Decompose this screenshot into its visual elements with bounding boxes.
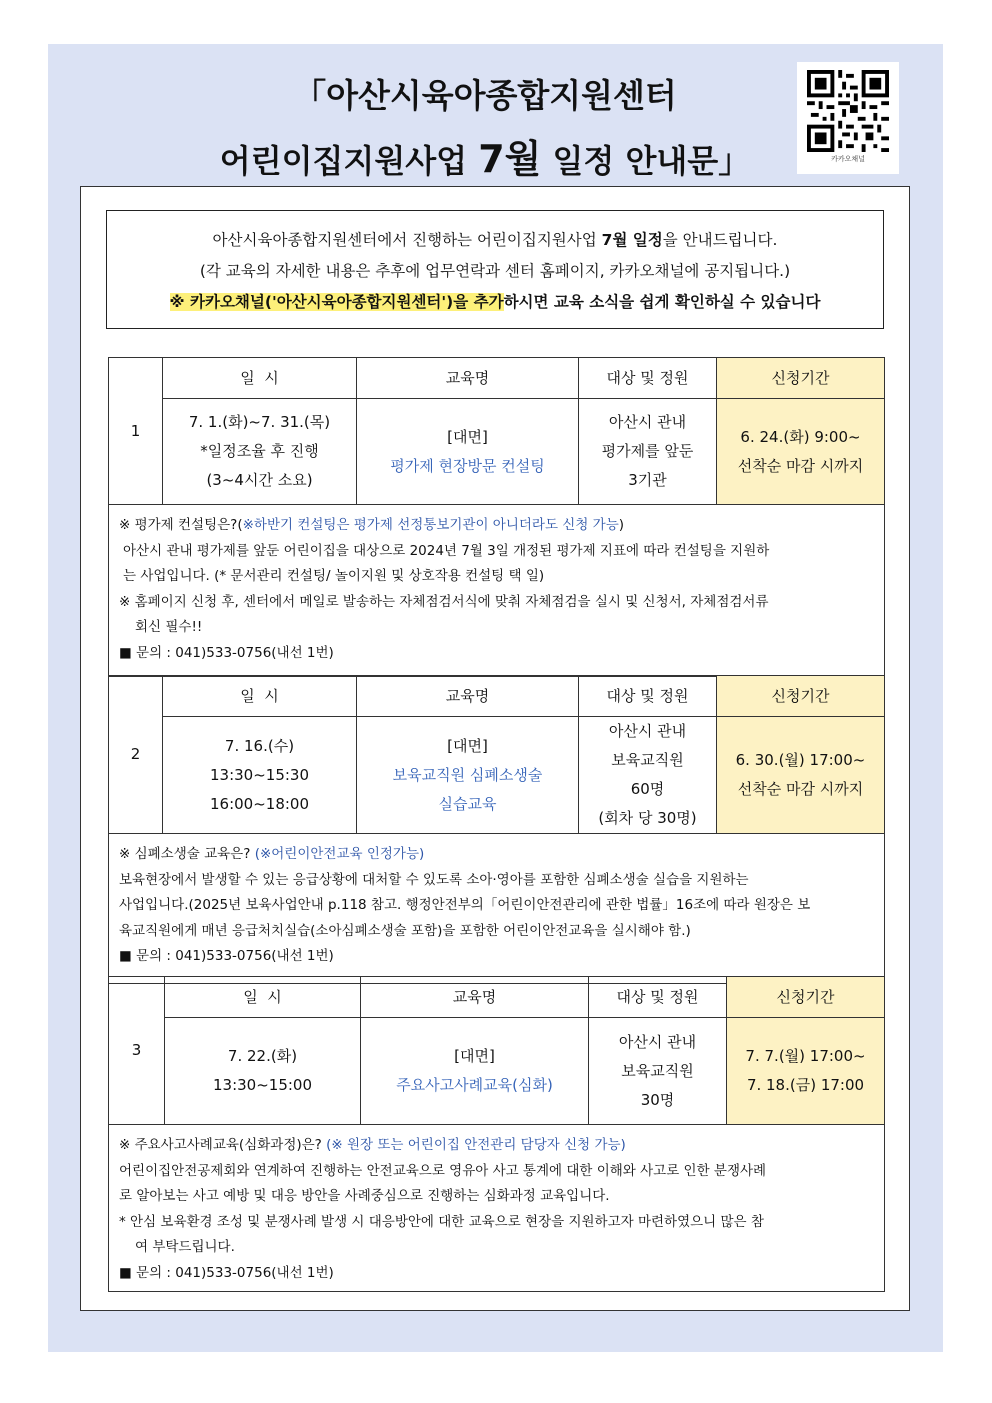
program-course — [361, 1018, 589, 1125]
target-line: 아산시 관내 — [608, 413, 687, 431]
program-date — [165, 1018, 361, 1125]
contact-info: ■ 문의 : 041)533-0756(내선 1번) — [119, 948, 334, 964]
column-apply: 신청기간 — [727, 977, 885, 1018]
note-text: ) — [618, 517, 625, 533]
note-text: ※ 주요사고사례교육(심화과정)은? — [119, 1137, 327, 1153]
program-date — [163, 399, 357, 505]
program-target — [579, 399, 717, 505]
target-line: 보육교직원 — [621, 1061, 694, 1080]
note-line — [119, 842, 874, 868]
qr-caption: 카카오채널 — [831, 155, 865, 163]
note-text: ※ 심폐소생술 교육은? — [119, 846, 255, 862]
note-line: ※ 홈페이지 신청 후, 센터에서 메일로 발송하는 자체점검서식에 맞춰 자체점검을 실시 및 신청서, 자체점검서류 — [119, 593, 769, 610]
column-target: 대상 및 정원 — [579, 358, 717, 399]
column-course: 교육명 — [357, 676, 579, 717]
program-course — [357, 717, 579, 834]
course-type: [대면] — [447, 427, 488, 446]
note-line: 로 알아보는 사고 예방 및 대응 방안을 사례중심으로 진행하는 심화과정 교육입니다. — [119, 1188, 610, 1204]
intro-text: 아산시육아종합지원센터에서 진행하는 어린이집지원사업 — [212, 231, 602, 249]
date-line: 7. 1.(화)~7. 31.(목) — [188, 413, 331, 431]
program-course — [357, 399, 579, 505]
note-line: 회신 필수!! — [135, 619, 203, 635]
target-line: 60명 — [630, 780, 665, 798]
program-date — [163, 717, 357, 834]
course-type: [대면] — [447, 736, 488, 755]
target-line: 아산시 관내 — [618, 1032, 697, 1051]
note-highlight: ※하반기 컨설팅은 평가제 선정통보기관이 아니더라도 신청 가능 — [242, 517, 619, 533]
column-target: 대상 및 정원 — [579, 676, 717, 717]
page-title-line2 — [180, 128, 790, 183]
note-line — [119, 513, 874, 539]
program-apply-period — [727, 1018, 885, 1125]
program-number: 2 — [109, 676, 163, 834]
program-number: 3 — [109, 977, 165, 1125]
date-line: 7. 16.(수) — [224, 736, 295, 755]
page-title-line1: 「아산시육아종합지원센터 — [293, 76, 677, 115]
program-apply-period — [717, 399, 885, 505]
title-part: 어린이집지원사업 — [219, 142, 479, 180]
course-name: 보육교직원 심폐소생술 — [392, 765, 543, 784]
target-line: (회차 당 30명) — [598, 809, 697, 827]
program-table-3 — [108, 976, 885, 1292]
title-part: 일정 안내문」 — [541, 142, 751, 180]
title-month: 7월 — [478, 137, 542, 181]
column-course: 교육명 — [357, 358, 579, 399]
target-line: 보육교직원 — [611, 751, 684, 769]
column-date: 일 시 — [163, 358, 357, 399]
intro-line3 — [107, 287, 883, 318]
qr-code-icon — [807, 70, 889, 152]
column-target: 대상 및 정원 — [589, 977, 727, 1018]
intro-line1 — [107, 225, 883, 256]
note-highlight: (※ 원장 또는 어린이집 안전관리 담당자 신청 가능) — [326, 1137, 626, 1153]
apply-line: 6. 30.(월) 17:00~ — [735, 751, 866, 769]
course-name: 실습교육 — [438, 794, 497, 813]
note-text: ※ 평가제 컨설팅은?( — [119, 517, 243, 533]
column-apply: 신청기간 — [717, 358, 885, 399]
note-highlight: (※어린이안전교육 인정가능) — [254, 846, 425, 862]
kakao-highlight: ※ 카카오채널('아산시육아종합지원센터')을 추가 — [169, 293, 504, 311]
course-type: [대면] — [454, 1047, 495, 1065]
program-table-1 — [108, 357, 885, 677]
note-line: 여 부탁드립니다. — [135, 1239, 235, 1255]
program-table-2 — [108, 675, 885, 984]
note-line: 사업입니다.(2025년 보육사업안내 p.118 참고. 행정안전부의「어린이안전관리에 관한 법률」16조에 따라 원장은 보 — [119, 897, 811, 913]
date-line: 13:30~15:30 — [209, 765, 310, 784]
course-name: 주요사고사례교육(심화) — [396, 1076, 553, 1094]
date-line: (3~4시간 소요) — [206, 471, 313, 489]
note-line: 아산시 관내 평가제를 앞둔 어린이집을 대상으로 2024년 7월 3일 개정된 평가제 지표에 따라 컨설팅을 지원하 — [123, 542, 770, 559]
program-notes — [109, 505, 885, 677]
program-target — [589, 1018, 727, 1125]
date-line: 7. 22.(화) — [227, 1047, 298, 1065]
intro-text: 하시면 교육 소식을 쉽게 확인하실 수 있습니다 — [503, 293, 821, 311]
apply-line: 선착순 마감 시까지 — [737, 780, 864, 798]
program-apply-period — [717, 717, 885, 834]
program-target — [579, 717, 717, 834]
target-line: 평가제를 앞둔 — [601, 442, 694, 460]
note-line: 는 사업입니다. (* 문서관리 컨설팅/ 놀이지원 및 상호작용 컨설팅 택 일) — [123, 568, 545, 584]
apply-line: 선착순 마감 시까지 — [737, 456, 864, 475]
apply-line: 7. 18.(금) 17:00 — [746, 1076, 865, 1094]
column-apply: 신청기간 — [717, 676, 885, 717]
course-name: 평가제 현장방문 컨설팅 — [390, 456, 545, 475]
program-number: 1 — [109, 358, 163, 505]
program-notes — [109, 1125, 885, 1292]
intro-text: 을 안내드립니다. — [662, 231, 778, 249]
column-date: 일 시 — [165, 977, 361, 1018]
apply-line: 7. 7.(월) 17:00~ — [745, 1047, 866, 1065]
intro-line2: (각 교육의 자세한 내용은 추후에 업무연락과 센터 홈페이지, 카카오채널에 공지됩니다.) — [199, 262, 791, 280]
column-date: 일 시 — [163, 676, 357, 717]
apply-line: 6. 24.(화) 9:00~ — [740, 427, 861, 446]
date-line: 13:30~15:00 — [212, 1076, 313, 1094]
program-notes — [109, 834, 885, 984]
target-line: 3기관 — [628, 471, 667, 489]
note-line: 보육현장에서 발생할 수 있는 응급상황에 대처할 수 있도록 소아·영아를 포함한 심폐소생술 실습을 지원하는 — [119, 871, 749, 888]
note-line: 어린이집안전공제회와 연계하여 진행하는 안전교육으로 영유아 사고 통계에 대한 이해와 사고로 인한 분쟁사례 — [119, 1162, 767, 1179]
contact-info: ■ 문의 : 041)533-0756(내선 1번) — [119, 644, 334, 661]
date-line: 16:00~18:00 — [209, 794, 310, 813]
intro-box — [106, 210, 884, 329]
contact-info: ■ 문의 : 041)533-0756(내선 1번) — [119, 1264, 334, 1281]
note-line: * 안심 보육환경 조성 및 분쟁사례 발생 시 대응방안에 대한 교육으로 현장을 지원하고자 마련하였으니 많은 참 — [119, 1213, 764, 1230]
column-course: 교육명 — [361, 977, 589, 1018]
qr-code[interactable] — [797, 62, 899, 174]
note-line — [119, 1133, 874, 1159]
intro-emphasis: 7월 일정 — [601, 231, 663, 249]
date-line: *일정조율 후 진행 — [200, 442, 319, 460]
target-line: 30명 — [640, 1090, 675, 1109]
target-line: 아산시 관내 — [608, 722, 687, 740]
note-line: 육교직원에게 매년 응급처치실습(소아심폐소생술 포함)을 포함한 어린이안전교육을 실시해야 함.) — [119, 922, 691, 939]
